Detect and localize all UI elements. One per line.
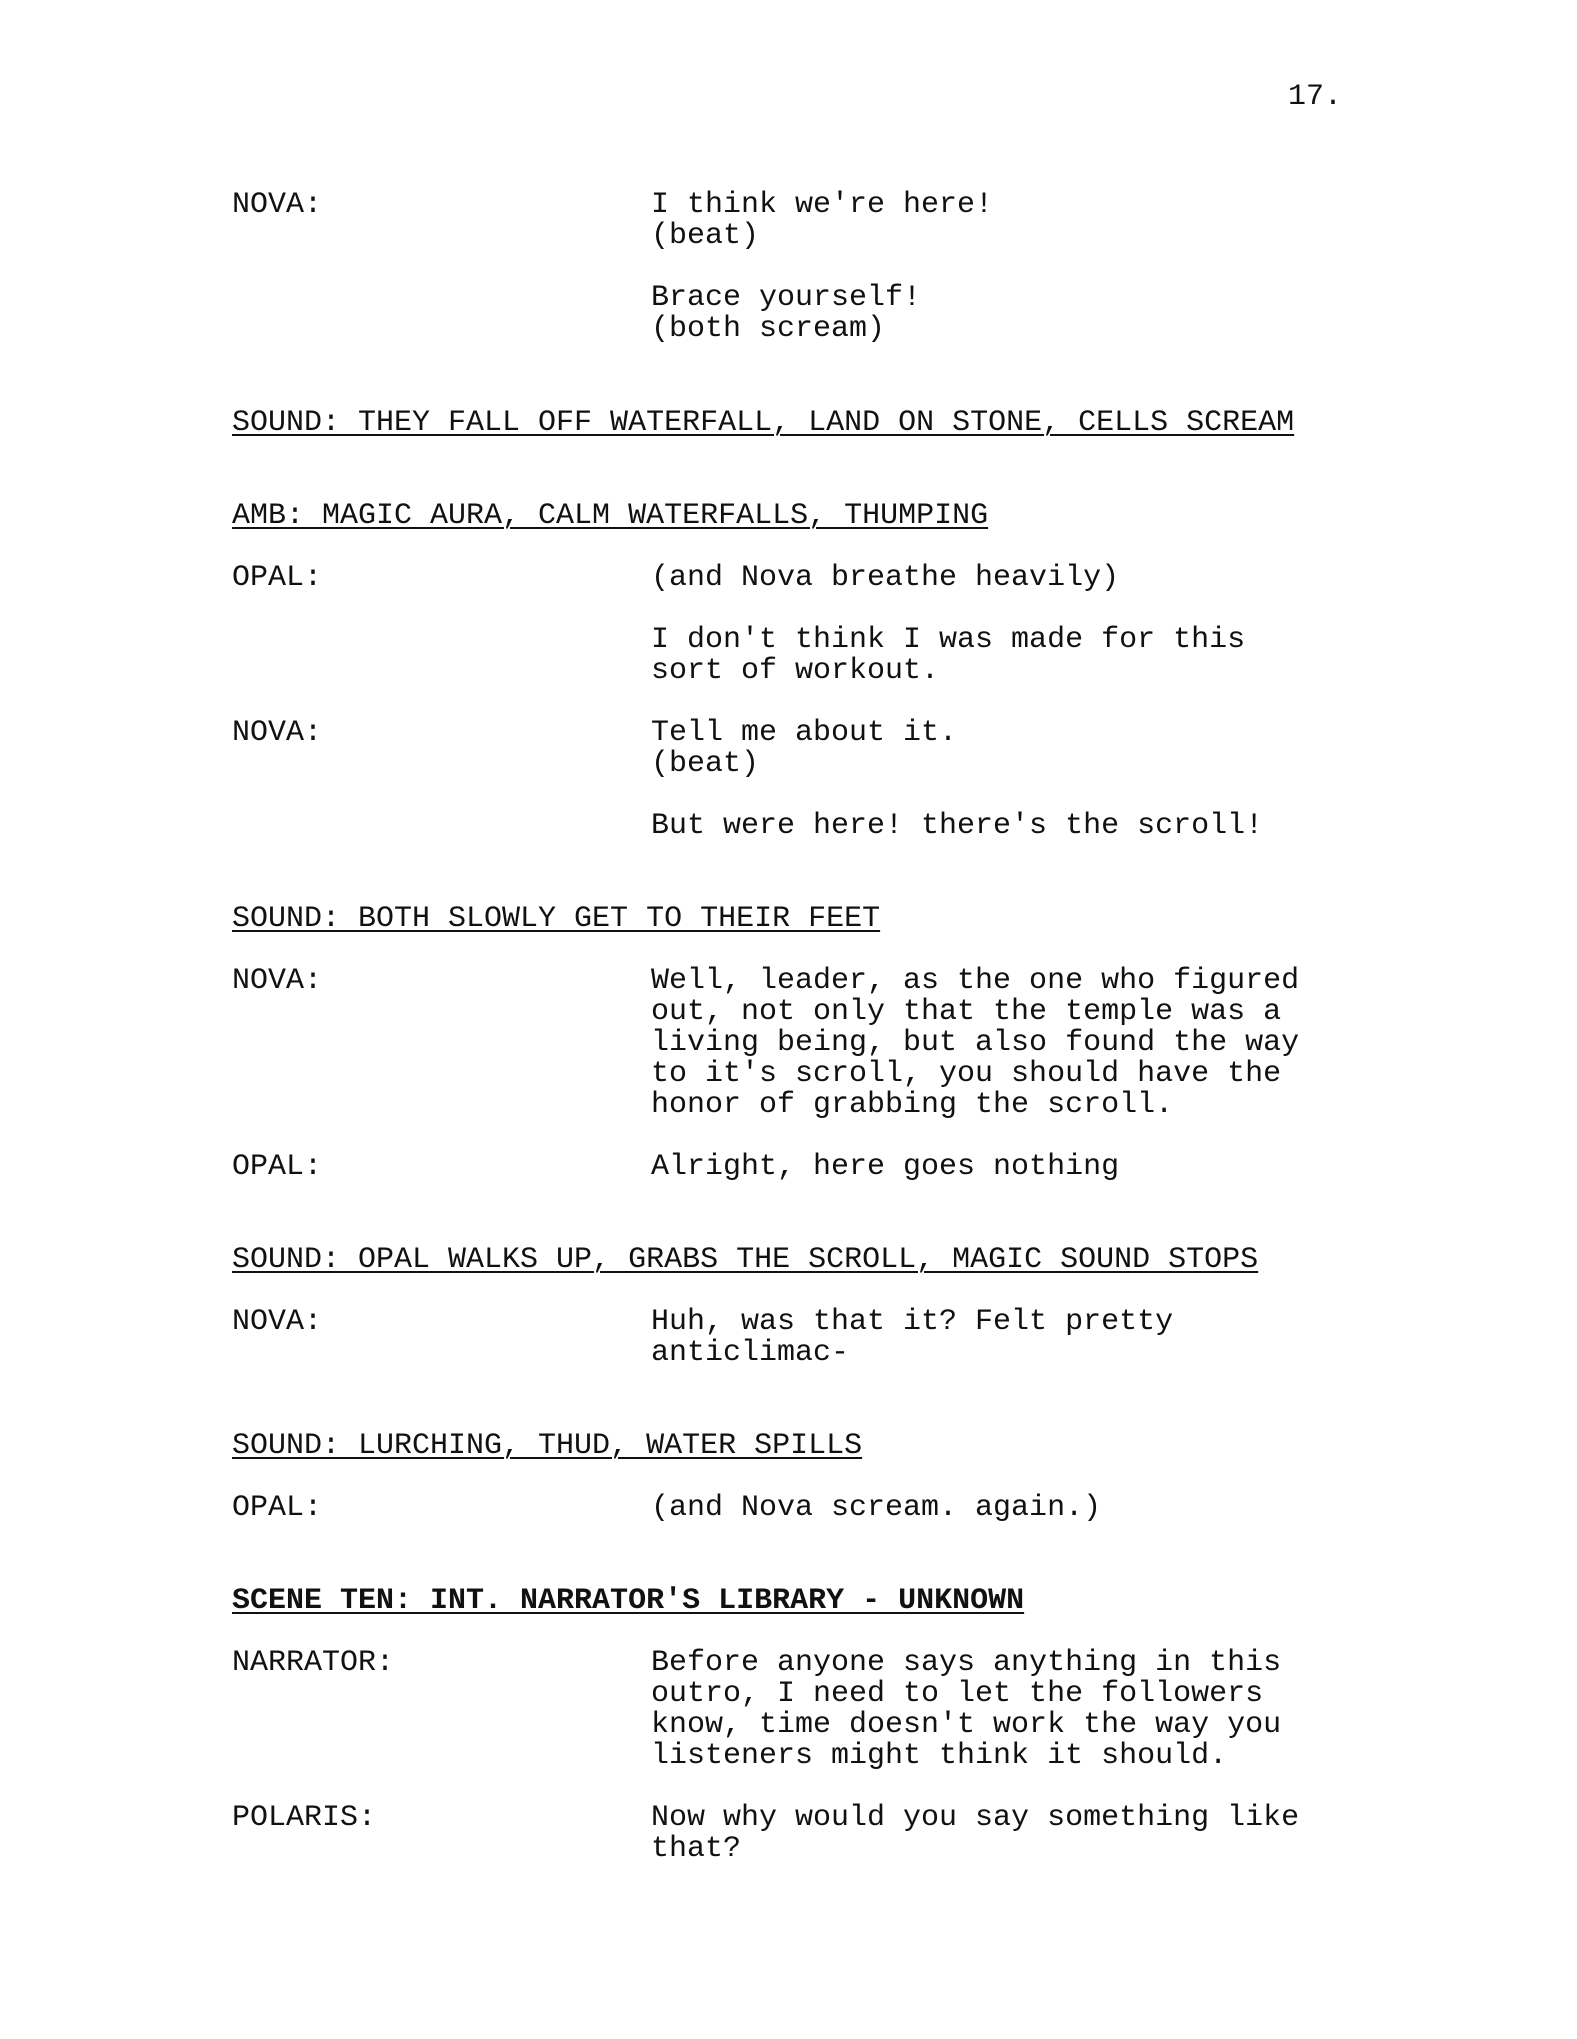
dialogue-line: outro, I need to let the followers	[651, 1677, 1264, 1711]
sound-cue: SOUND: THEY FALL OFF WATERFALL, LAND ON STONE, CELLS SCREAM	[232, 406, 1295, 440]
speaker-label: NOVA:	[232, 964, 323, 998]
sound-cue: SOUND: LURCHING, THUD, WATER SPILLS	[232, 1429, 863, 1463]
sound-cue: SOUND: BOTH SLOWLY GET TO THEIR FEET	[232, 902, 881, 936]
parenthetical-line: (beat)	[651, 219, 760, 253]
ambience-cue: AMB: MAGIC AURA, CALM WATERFALLS, THUMPING	[232, 499, 989, 533]
dialogue-line: living being, but also found the way	[651, 1026, 1300, 1060]
speaker-label: OPAL:	[232, 1491, 323, 1525]
dialogue-line: Now why would you say something like	[651, 1801, 1300, 1835]
parenthetical-line: (and Nova breathe heavily)	[651, 561, 1120, 595]
dialogue-line: that?	[651, 1832, 742, 1866]
parenthetical-line: (both scream)	[651, 312, 886, 346]
dialogue-line: Well, leader, as the one who figured	[651, 964, 1300, 998]
speaker-label: NOVA:	[232, 188, 323, 222]
page-number: 17.	[1288, 80, 1343, 114]
speaker-label: POLARIS:	[232, 1801, 377, 1835]
dialogue-line: I think we're here!	[651, 188, 994, 222]
speaker-label: OPAL:	[232, 561, 323, 595]
dialogue-line: But were here! there's the scroll!	[651, 809, 1264, 843]
dialogue-line: to it's scroll, you should have the	[651, 1057, 1282, 1091]
dialogue-line: sort of workout.	[651, 654, 940, 688]
dialogue-line: listeners might think it should.	[651, 1739, 1228, 1773]
dialogue-line: Brace yourself!	[651, 281, 922, 315]
dialogue-line: know, time doesn't work the way you	[651, 1708, 1282, 1742]
dialogue-line: I don't think I was made for this	[651, 623, 1246, 657]
sound-cue: SOUND: OPAL WALKS UP, GRABS THE SCROLL, MAGIC SOUND STOPS	[232, 1243, 1259, 1277]
speaker-label: NOVA:	[232, 1305, 323, 1339]
dialogue-line: Huh, was that it? Felt pretty	[651, 1305, 1174, 1339]
dialogue-line: honor of grabbing the scroll.	[651, 1088, 1174, 1122]
dialogue-line: Before anyone says anything in this	[651, 1646, 1282, 1680]
parenthetical-line: (beat)	[651, 747, 760, 781]
speaker-label: OPAL:	[232, 1150, 323, 1184]
dialogue-line: Alright, here goes nothing	[651, 1150, 1120, 1184]
speaker-label: NARRATOR:	[232, 1646, 395, 1680]
dialogue-line: Tell me about it.	[651, 716, 958, 750]
dialogue-line: anticlimac-	[651, 1336, 850, 1370]
scene-heading: SCENE TEN: INT. NARRATOR'S LIBRARY - UNKNOWN	[232, 1584, 1025, 1618]
dialogue-line: out, not only that the temple was a	[651, 995, 1282, 1029]
speaker-label: NOVA:	[232, 716, 323, 750]
parenthetical-line: (and Nova scream. again.)	[651, 1491, 1102, 1525]
